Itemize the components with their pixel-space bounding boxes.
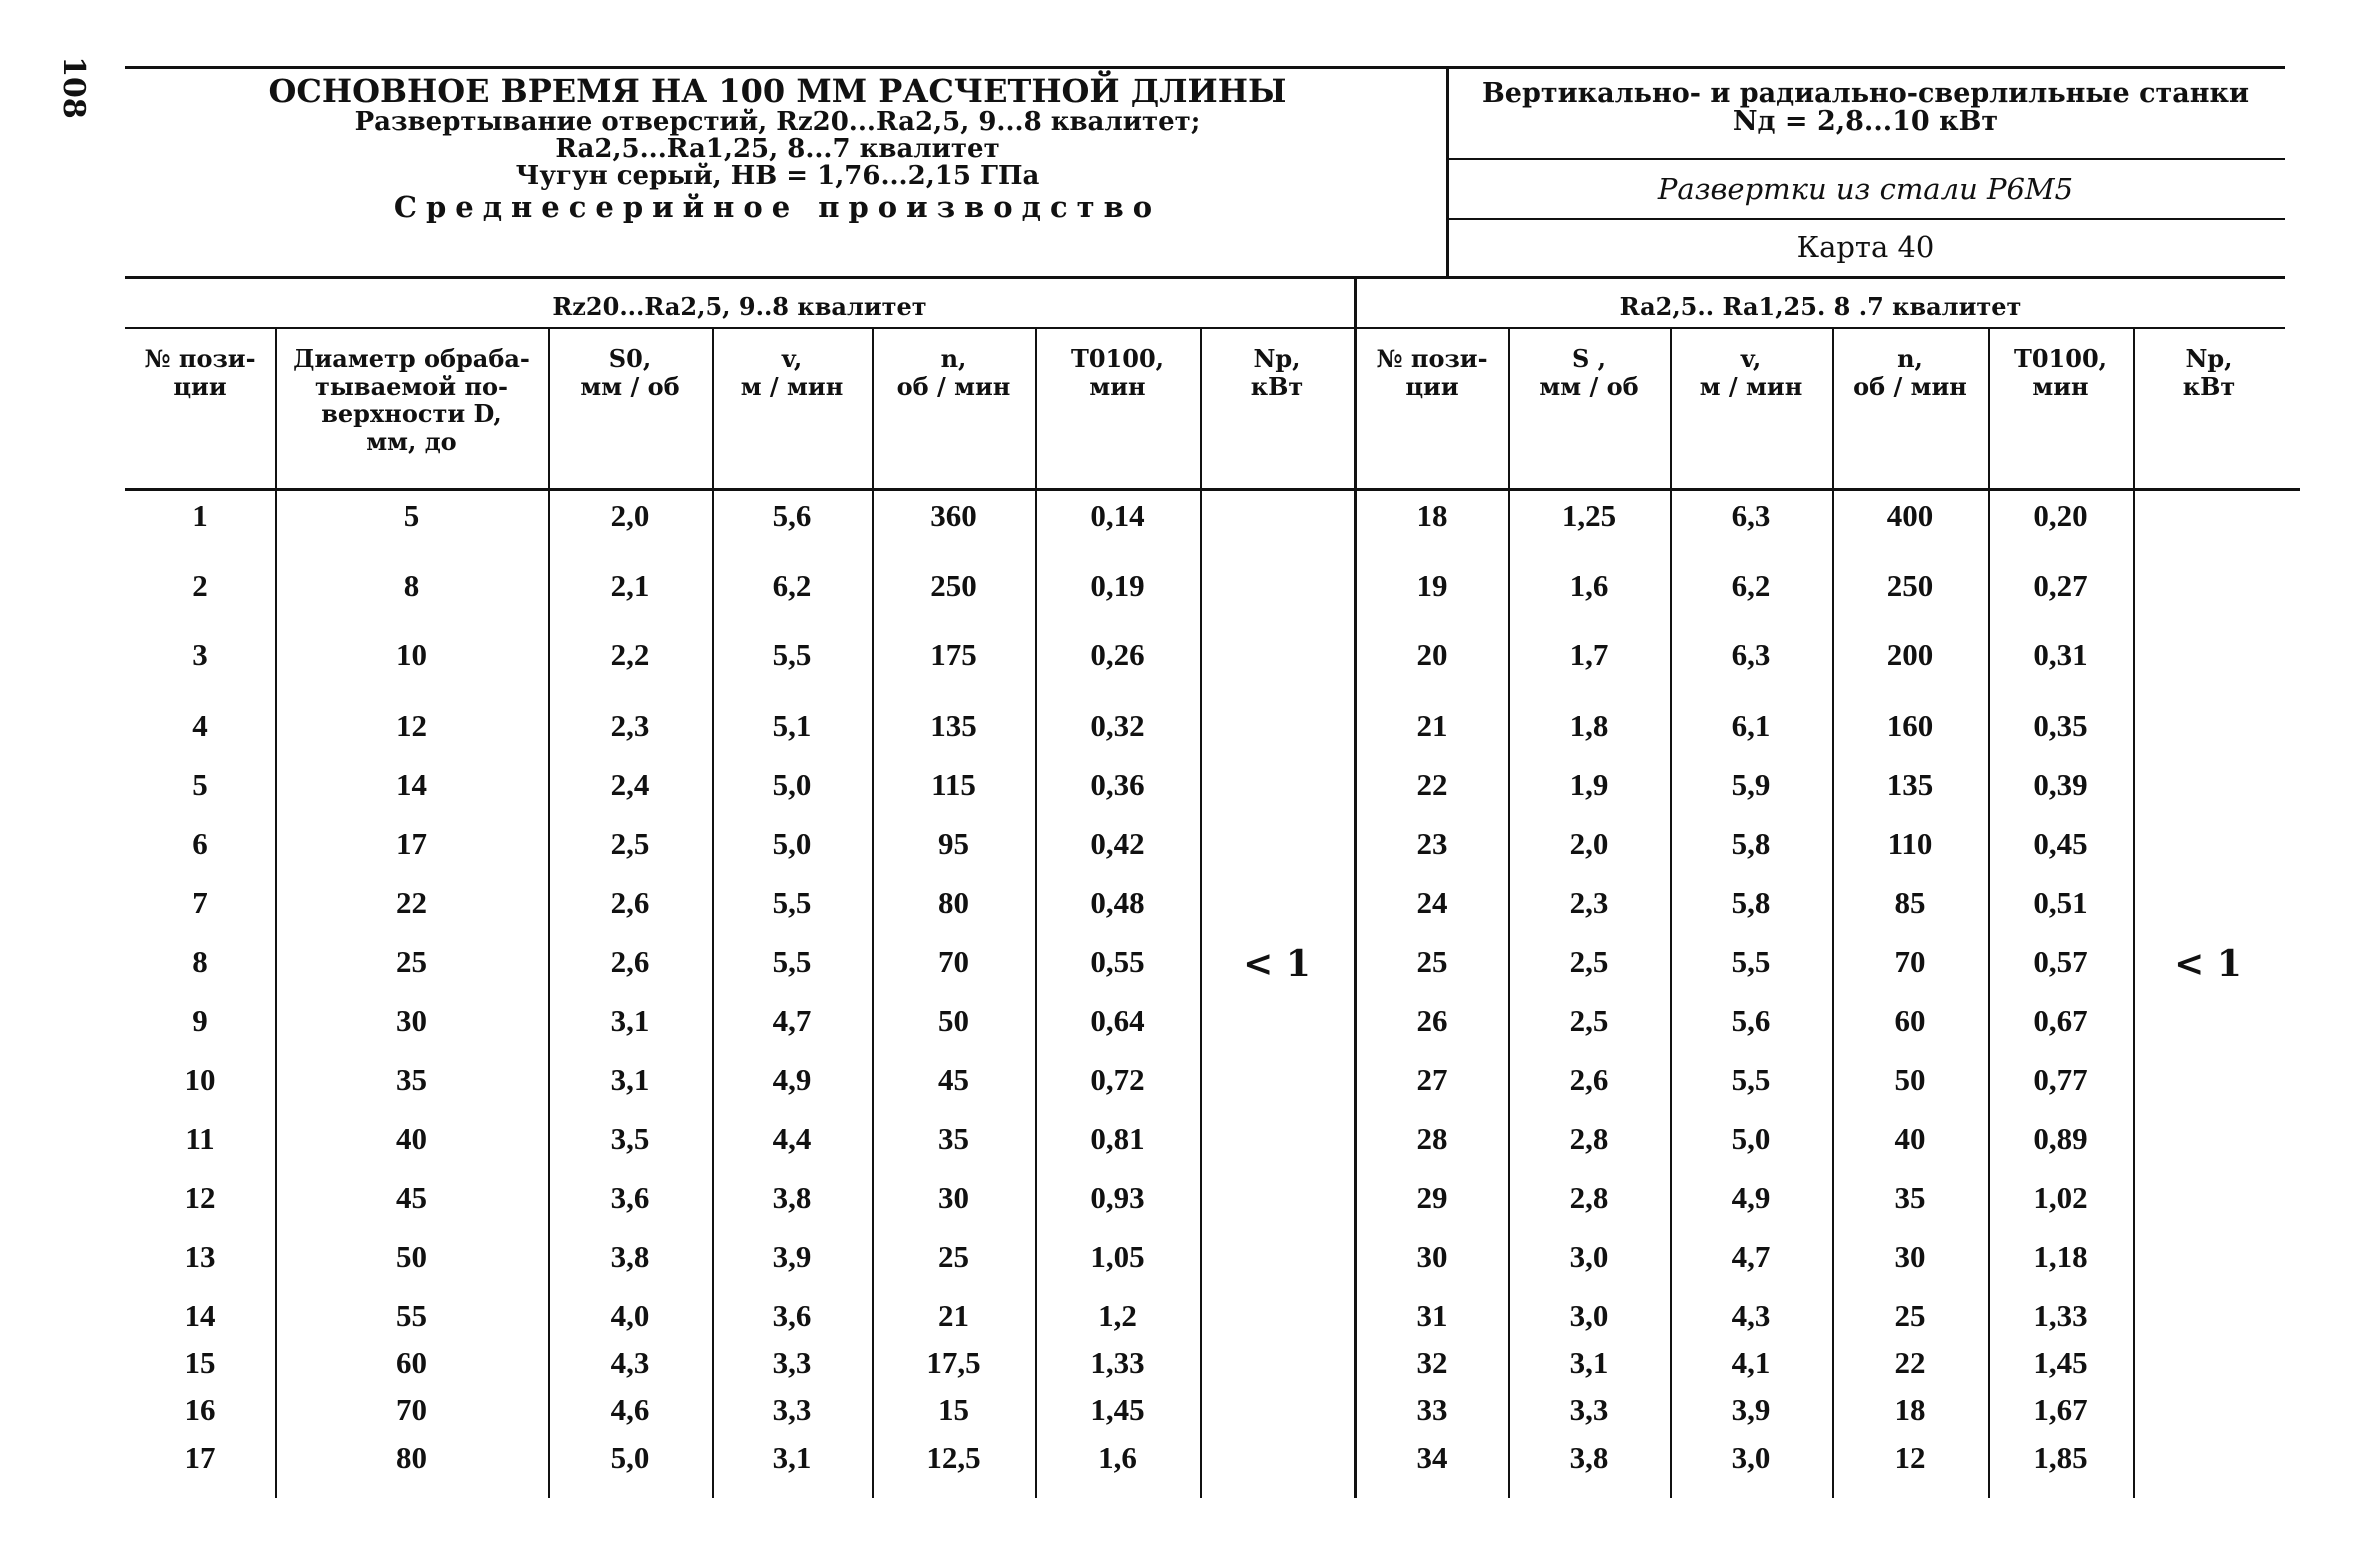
left-table-cell: 2,3 <box>610 708 650 743</box>
left-table-cell: 8 <box>403 568 420 603</box>
left-table-cell: 6 <box>192 826 208 861</box>
left-table-cell: 5,6 <box>772 498 812 533</box>
left-table-cell: 5,5 <box>772 885 812 920</box>
left-table-cell: 5,0 <box>772 767 812 802</box>
right-table-cell: 34 <box>1416 1440 1448 1475</box>
right-table-cell: 25 <box>1894 1298 1926 1333</box>
left-col-head: Диаметр обраба- тываемой по- верхности D, мм, до <box>293 344 530 456</box>
left-table-cell: 135 <box>930 708 977 743</box>
left-table-cell: 95 <box>938 826 969 861</box>
left-table-cell: 3,8 <box>610 1239 650 1274</box>
right-table-cell: 5,9 <box>1731 767 1771 802</box>
right-table-cell: 3,8 <box>1569 1440 1609 1475</box>
right-table-cell: 0,45 <box>2033 826 2088 861</box>
left-table-cell: 0,32 <box>1090 708 1145 743</box>
right-table-cell: 6,3 <box>1731 498 1771 533</box>
left-table-cell: 14 <box>184 1298 216 1333</box>
right-np-value: < 1 <box>2174 943 2242 985</box>
title-main: ОСНОВНОЕ ВРЕМЯ НА 100 ММ РАСЧЕТНОЙ ДЛИНЫ <box>268 72 1287 110</box>
right-table-cell: 4,9 <box>1731 1180 1771 1215</box>
right-table-cell: 2,8 <box>1569 1121 1609 1156</box>
left-table-cell: 60 <box>396 1345 427 1380</box>
left-table-cell: 9 <box>192 1003 208 1038</box>
left-table-cell: 8 <box>192 944 208 979</box>
left-table-cell: 3,3 <box>772 1345 812 1380</box>
left-table-cell: 0,72 <box>1090 1062 1145 1097</box>
left-table-cell: 1,45 <box>1090 1392 1145 1427</box>
left-table-cell: 0,81 <box>1090 1121 1145 1156</box>
right-table-cell: 35 <box>1894 1180 1926 1215</box>
left-table-cell: 3,1 <box>610 1003 650 1038</box>
right-table-cell: 30 <box>1894 1239 1926 1274</box>
right-table-cell: 400 <box>1886 498 1934 533</box>
title-operation: Развертывание отверстий, Rz20...Ra2,5, 9...8 квалитет; <box>354 106 1201 137</box>
header-right-rule-2 <box>1448 218 2285 220</box>
left-table-cell: 2,5 <box>610 826 650 861</box>
right-table-cell: 1,25 <box>1561 498 1617 533</box>
left-table-cell: 12,5 <box>926 1440 981 1475</box>
left-table-cell: 3 <box>192 637 208 672</box>
right-table-cell: 5,5 <box>1731 1062 1771 1097</box>
right-table-cell: 60 <box>1894 1003 1926 1038</box>
right-col-head: n, об / мин <box>1853 344 1967 401</box>
right-table-cell: 0,77 <box>2033 1062 2088 1097</box>
left-table-cell: 2,1 <box>610 568 650 603</box>
left-table-cell: 1,05 <box>1090 1239 1145 1274</box>
left-table-cell: 10 <box>184 1062 216 1097</box>
right-table-cell: 2,5 <box>1569 1003 1609 1038</box>
right-table-cell: 6,2 <box>1731 568 1771 603</box>
right-table-cell: 5,8 <box>1731 885 1771 920</box>
left-group-title: Rz20...Ra2,5, 9..8 квалитет <box>552 292 927 321</box>
left-table-cell: 12 <box>396 708 427 743</box>
left-col-head: v, м / мин <box>740 344 844 401</box>
right-table-cell: 3,1 <box>1569 1345 1609 1380</box>
right-col-head: v, м / мин <box>1699 344 1803 401</box>
left-table-cell: 0,64 <box>1090 1003 1145 1038</box>
left-table-cell: 22 <box>396 885 427 920</box>
right-table-cell: 4,3 <box>1731 1298 1771 1333</box>
right-table-cell: 1,33 <box>2033 1298 2088 1333</box>
right-table-cell: 1,45 <box>2033 1345 2088 1380</box>
header-right-rule-1 <box>1448 158 2285 160</box>
right-table-cell: 3,0 <box>1731 1440 1771 1475</box>
right-table-cell: 0,35 <box>2033 708 2088 743</box>
left-table-cell: 11 <box>185 1121 215 1156</box>
right-table-cell: 28 <box>1416 1121 1448 1156</box>
column-divider <box>2133 329 2135 1498</box>
right-table-cell: 50 <box>1894 1062 1926 1097</box>
right-col-head: T0100, мин <box>2013 344 2107 401</box>
column-divider <box>1200 329 1202 1498</box>
left-np-value: < 1 <box>1243 943 1311 985</box>
left-col-head: Nр, кВт <box>1250 344 1304 401</box>
left-table-cell: 2,2 <box>610 637 650 672</box>
left-table-cell: 7 <box>192 885 208 920</box>
right-table-cell: 0,39 <box>2033 767 2088 802</box>
left-table-cell: 21 <box>938 1298 969 1333</box>
right-table-cell: 2,8 <box>1569 1180 1609 1215</box>
left-table-cell: 4,7 <box>772 1003 812 1038</box>
left-table-cell: 5 <box>403 498 420 533</box>
right-table-cell: 135 <box>1886 767 1934 802</box>
left-table-cell: 1,2 <box>1098 1298 1137 1333</box>
right-table-cell: 3,9 <box>1731 1392 1771 1427</box>
right-table-cell: 250 <box>1886 568 1934 603</box>
right-table-cell: 0,20 <box>2033 498 2088 533</box>
right-table-cell: 5,8 <box>1731 826 1771 861</box>
right-table-cell: 2,0 <box>1569 826 1609 861</box>
left-table-cell: 2 <box>192 568 208 603</box>
right-table-cell: 0,89 <box>2033 1121 2088 1156</box>
left-table-cell: 45 <box>938 1062 969 1097</box>
right-table-cell: 1,02 <box>2033 1180 2088 1215</box>
left-table-cell: 3,1 <box>772 1440 812 1475</box>
title-block <box>125 72 1430 225</box>
right-table-cell: 110 <box>1887 826 1933 861</box>
left-table-cell: 2,4 <box>610 767 650 802</box>
right-table-cell: 18 <box>1416 498 1448 533</box>
left-table-cell: 4 <box>192 708 208 743</box>
left-table-cell: 3,8 <box>772 1180 812 1215</box>
right-table-cell: 70 <box>1894 944 1926 979</box>
left-table-cell: 30 <box>396 1003 427 1038</box>
left-table-cell: 15 <box>938 1392 969 1427</box>
right-table-cell: 6,1 <box>1731 708 1771 743</box>
left-table-cell: 70 <box>938 944 969 979</box>
right-table-cell: 29 <box>1416 1180 1448 1215</box>
left-table-cell: 50 <box>938 1003 969 1038</box>
left-table-cell: 2,6 <box>610 944 650 979</box>
right-table-cell: 20 <box>1416 637 1448 672</box>
left-table-cell: 0,93 <box>1090 1180 1145 1215</box>
left-table-cell: 5,0 <box>772 826 812 861</box>
right-table-cell: 21 <box>1416 708 1448 743</box>
left-table-cell: 13 <box>184 1239 216 1274</box>
left-table-cell: 2,0 <box>610 498 650 533</box>
right-table-cell: 4,7 <box>1731 1239 1771 1274</box>
left-table-cell: 2,6 <box>610 885 650 920</box>
left-table-cell: 17 <box>184 1440 216 1475</box>
title-material: Чугун серый, HB = 1,76...2,15 ГПа <box>515 161 1040 192</box>
left-table-cell: 45 <box>396 1180 427 1215</box>
left-table-cell: 3,6 <box>772 1298 812 1333</box>
right-col-head: Nр, кВт <box>2182 344 2236 401</box>
right-table-cell: 1,7 <box>1569 637 1609 672</box>
left-table-cell: 55 <box>396 1298 427 1333</box>
left-table-cell: 1,6 <box>1098 1440 1137 1475</box>
right-table-cell: 40 <box>1894 1121 1926 1156</box>
left-table-cell: 175 <box>930 637 977 672</box>
left-table-cell: 16 <box>184 1392 216 1427</box>
table-top-rule <box>125 276 2285 279</box>
header-top-rule <box>125 66 2285 69</box>
left-table-cell: 5,5 <box>772 637 812 672</box>
right-table-cell: 22 <box>1416 767 1448 802</box>
right-table-cell: 5,0 <box>1731 1121 1771 1156</box>
left-table-cell: 14 <box>396 767 427 802</box>
right-table-cell: 4,1 <box>1731 1345 1771 1380</box>
right-table-cell: 0,51 <box>2033 885 2088 920</box>
right-table-cell: 12 <box>1894 1440 1926 1475</box>
right-table-cell: 1,85 <box>2033 1440 2088 1475</box>
right-table-cell: 1,67 <box>2033 1392 2088 1427</box>
left-table-cell: 0,55 <box>1090 944 1145 979</box>
left-table-cell: 5,5 <box>772 944 812 979</box>
left-table-cell: 25 <box>938 1239 969 1274</box>
right-table-cell: 23 <box>1416 826 1448 861</box>
left-table-cell: 80 <box>938 885 969 920</box>
right-table-cell: 32 <box>1416 1345 1448 1380</box>
right-table-cell: 2,3 <box>1569 885 1609 920</box>
power-line: Nд = 2,8...10 кВт <box>1732 106 1999 138</box>
column-head-rule <box>125 488 2300 491</box>
left-col-head: S0, мм / об <box>580 344 680 401</box>
right-table-cell: 19 <box>1416 568 1448 603</box>
right-table-cell: 200 <box>1886 637 1934 672</box>
left-table-cell: 4,9 <box>772 1062 812 1097</box>
right-table-cell: 30 <box>1416 1239 1448 1274</box>
left-table-cell: 0,26 <box>1090 637 1145 672</box>
right-table-cell: 3,0 <box>1569 1239 1609 1274</box>
right-table-cell: 18 <box>1894 1392 1926 1427</box>
left-table-cell: 0,19 <box>1090 568 1145 603</box>
left-col-head: № пози- ции <box>144 344 256 401</box>
right-table-cell: 5,6 <box>1731 1003 1771 1038</box>
left-table-cell: 0,48 <box>1090 885 1145 920</box>
left-table-cell: 3,9 <box>772 1239 812 1274</box>
right-table-cell: 33 <box>1416 1392 1448 1427</box>
title-production: Среднесерийное производство <box>393 190 1162 225</box>
left-table-cell: 5,1 <box>772 708 812 743</box>
right-table-cell: 1,18 <box>2033 1239 2088 1274</box>
left-table-cell: 35 <box>396 1062 427 1097</box>
left-table-cell: 5 <box>192 767 208 802</box>
left-col-head: n, об / мин <box>896 344 1011 401</box>
left-table-cell: 4,0 <box>610 1298 650 1333</box>
right-table-cell: 3,3 <box>1569 1392 1609 1427</box>
right-table-cell: 27 <box>1416 1062 1448 1097</box>
left-table-cell: 5,0 <box>610 1440 650 1475</box>
right-table-cell: 85 <box>1894 885 1926 920</box>
right-group-title: Ra2,5.. Ra1,25. 8 .7 квалитет <box>1619 292 2022 321</box>
right-table-cell: 22 <box>1894 1345 1926 1380</box>
left-col-head: T0100, мин <box>1070 344 1164 401</box>
left-table-cell: 360 <box>930 498 977 533</box>
right-table-cell: 160 <box>1886 708 1934 743</box>
right-table-cell: 2,5 <box>1569 944 1609 979</box>
title-quality: Ra2,5...Ra1,25, 8...7 квалитет <box>555 133 1000 164</box>
left-table-cell: 3,1 <box>610 1062 650 1097</box>
left-table-cell: 10 <box>396 637 427 672</box>
left-table-cell: 17 <box>396 826 427 861</box>
left-table-cell: 3,6 <box>610 1180 650 1215</box>
right-table-cell: 0,67 <box>2033 1003 2088 1038</box>
right-table-cell: 0,31 <box>2033 637 2088 672</box>
machines-line: Вертикально- и радиально-сверлильные станки <box>1481 78 2250 109</box>
right-table-cell: 3,0 <box>1569 1298 1609 1333</box>
right-table-cell: 0,27 <box>2033 568 2088 603</box>
left-table-cell: 4,6 <box>610 1392 650 1427</box>
machines-block <box>1448 80 2283 137</box>
right-table-cell: 31 <box>1416 1298 1448 1333</box>
right-table-cell: 1,6 <box>1569 568 1609 603</box>
right-table-cell: 0,57 <box>2033 944 2088 979</box>
left-table-cell: 0,42 <box>1090 826 1145 861</box>
left-table-cell: 6,2 <box>772 568 812 603</box>
right-table-cell: 2,6 <box>1569 1062 1609 1097</box>
right-table-cell: 6,3 <box>1731 637 1771 672</box>
tool-label: Развертки из стали Р6М5 <box>1657 172 2074 206</box>
right-table-cell: 5,5 <box>1731 944 1771 979</box>
group-head-rule <box>125 327 2285 329</box>
left-table-cell: 30 <box>938 1180 969 1215</box>
page-number: 108 <box>55 56 91 119</box>
left-table-cell: 4,3 <box>610 1345 650 1380</box>
right-table-cell: 24 <box>1416 885 1448 920</box>
left-table-cell: 3,5 <box>610 1121 650 1156</box>
left-table-cell: 25 <box>396 944 427 979</box>
right-col-head: № пози- ции <box>1376 344 1488 401</box>
right-table-cell: 25 <box>1416 944 1448 979</box>
left-table-cell: 1 <box>192 498 208 533</box>
left-table-cell: 17,5 <box>926 1345 981 1380</box>
left-table-cell: 40 <box>396 1121 427 1156</box>
left-table-cell: 250 <box>930 568 977 603</box>
left-table-cell: 50 <box>396 1239 427 1274</box>
left-table-cell: 80 <box>396 1440 427 1475</box>
left-table-cell: 0,36 <box>1090 767 1145 802</box>
left-table-cell: 15 <box>184 1345 216 1380</box>
left-table-cell: 1,33 <box>1090 1345 1145 1380</box>
left-table-cell: 35 <box>938 1121 969 1156</box>
right-col-head: S , мм / об <box>1539 344 1639 401</box>
left-table-cell: 0,14 <box>1090 498 1145 533</box>
right-table-cell: 1,9 <box>1569 767 1609 802</box>
right-table-cell: 1,8 <box>1569 708 1609 743</box>
left-table-cell: 70 <box>396 1392 427 1427</box>
left-table-cell: 3,3 <box>772 1392 812 1427</box>
left-table-cell: 12 <box>184 1180 216 1215</box>
right-table-cell: 26 <box>1416 1003 1448 1038</box>
left-table-cell: 4,4 <box>772 1121 812 1156</box>
left-table-cell: 115 <box>931 767 976 802</box>
card-label: Карта 40 <box>1796 230 1935 264</box>
